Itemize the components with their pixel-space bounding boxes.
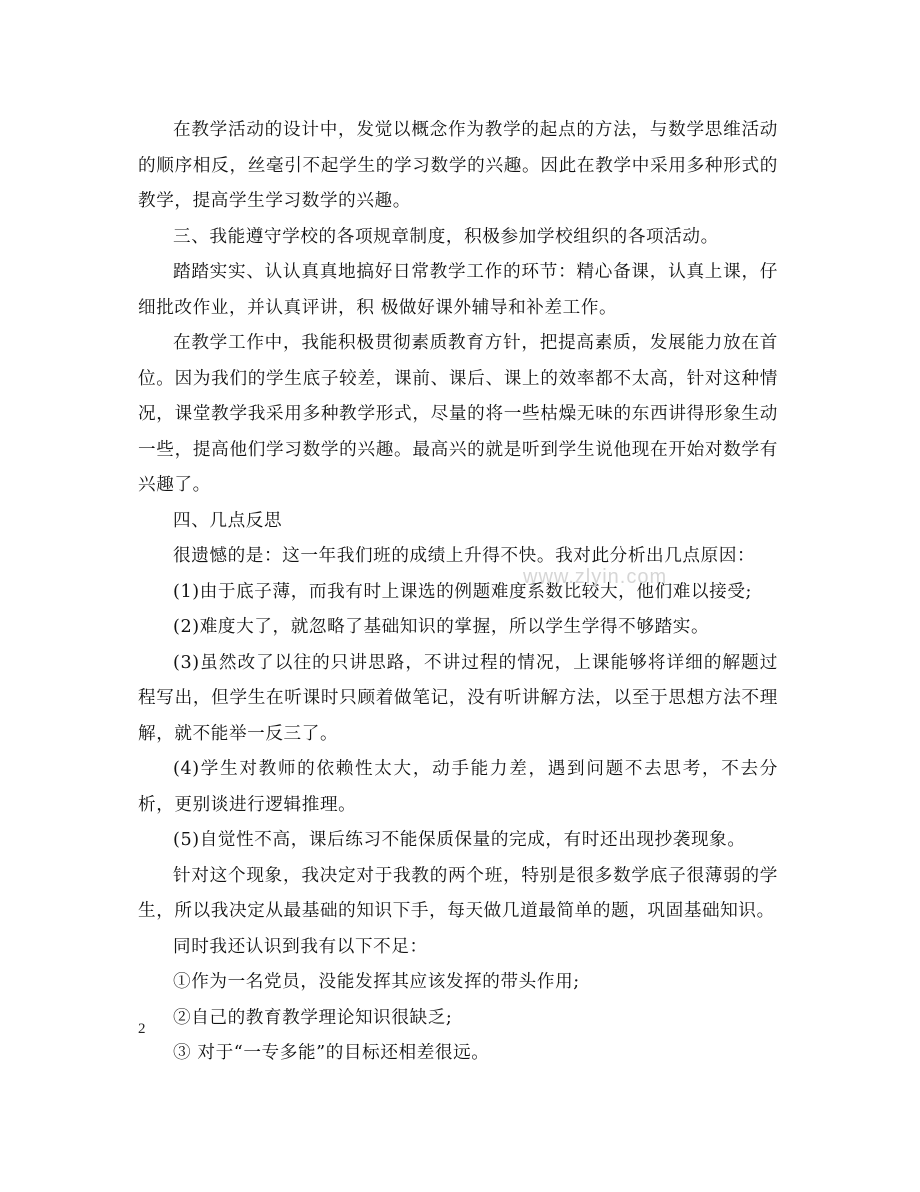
- paragraph-daily-teaching: 踏踏实实、认认真真地搞好日常教学工作的环节：精心备课，认真上课，仔细批改作业，并认真评讲，积 极做好课外辅导和补差工作。: [138, 262, 778, 318]
- paragraph-reason-3: (3)虽然改了以往的只讲思路，不讲过程的情况，上课能够将详细的解题过程写出，但学生在听课时只顾着做笔记，没有听讲解方法，以至于思想方法不理解，就不能举一反三了。: [138, 652, 778, 744]
- paragraph-section-three-heading: 三、我能遵守学校的各项规章制度，积极参加学校组织的各项活动。: [173, 226, 719, 247]
- page-number: 2: [138, 1021, 146, 1037]
- paragraph-shortcoming-1: ①作为一名党员，没能发挥其应该发挥的带头作用;: [173, 972, 580, 992]
- paragraph-shortcomings-intro: 同时我还认识到我有以下不足：: [173, 936, 428, 957]
- paragraph-teaching-design: 在教学活动的设计中，发觉以概念作为教学的起点的方法，与数学思维活动的顺序相反，丝毫引不起学生的学习数学的兴趣。因此在教学中采用多种形式的教学，提高学生学习数学的兴趣。: [138, 120, 778, 211]
- body-text: [138, 113, 778, 1072]
- watermark: www.zlyin.com: [523, 566, 668, 588]
- paragraph-shortcoming-2: ②自己的教育教学理论知识很缺乏;: [173, 1007, 453, 1028]
- paragraph-reason-2: (2)难度大了，就忽略了基础知识的掌握，所以学生学得不够踏实。: [173, 617, 710, 637]
- paragraph-reason-1: (1)由于底子薄，而我有时上课选的例题难度系数比较大，他们难以接受;: [173, 581, 753, 602]
- paragraph-section-four-heading: 四、几点反思: [173, 510, 283, 531]
- paragraph-shortcoming-3: ③ 对于“一专多能”的目标还相差很远。: [173, 1043, 490, 1063]
- paragraph-plan: 针对这个现象，我决定对于我教的两个班，特别是很多数学底子很薄弱的学生，所以我决定从最基础的知识下手，每天做几道最简单的题，巩固基础知识。: [138, 865, 778, 921]
- paragraph-reasons-intro: 很遗憾的是：这一年我们班的成绩上升得不快。我对此分析出几点原因：: [173, 546, 756, 566]
- paragraph-quality-education: 在教学工作中，我能积极贯彻素质教育方针，把提高素质，发展能力放在首位。因为我们的学生底子较差，课前、课后、课上的效率都不太高，针对这种情况，课堂教学我采用多种教学形式，尽量的将一些枯燥无味的东西讲得形象生动一些，提高他们学习数学的兴趣。最高兴的就是听到学生说他现在开始对数学有兴趣了。: [138, 333, 778, 495]
- paragraph-reason-5: (5)自觉性不高，课后练习不能保质保量的完成，有时还出现抄袭现象。: [173, 830, 746, 850]
- paragraph-reason-4: (4)学生对教师的依赖性太大，动手能力差，遇到问题不去思考，不去分析，更别谈进行逻辑推理。: [138, 759, 778, 815]
